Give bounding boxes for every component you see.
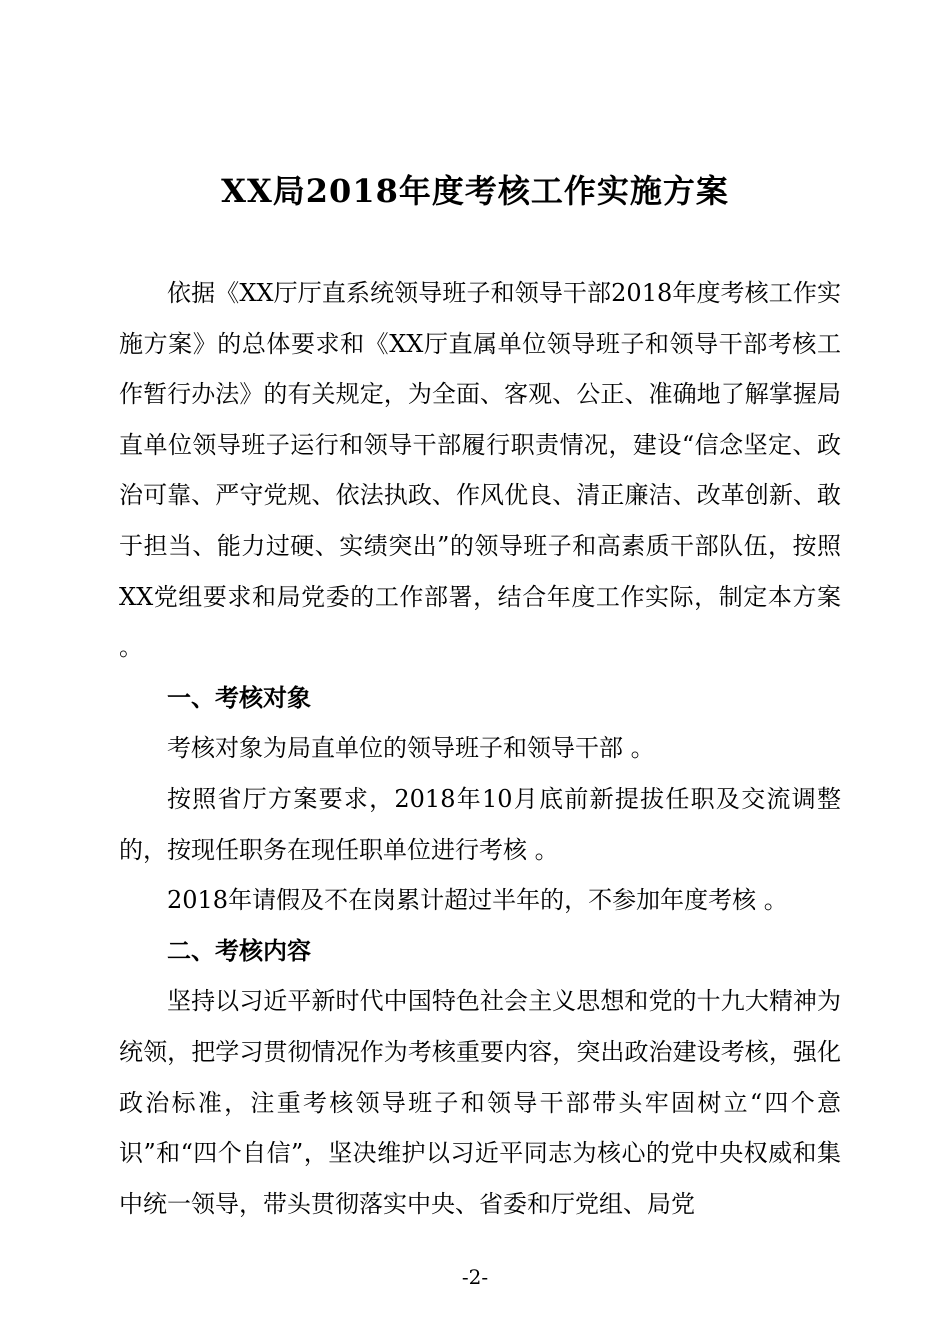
- paragraph-content: 坚持以习近平新时代中国特色社会主义思想和党的十九大精神为统领，把学习贯彻情况作为考核重要内容，突出政治建设考核，强化政治标准，注重考核领导班子和领导干部带头牢固树立“四个意识”和“四个自信”，坚决维护以习近平同志为核心的党中央权威和集中统一领导，带头贯彻落实中央、省委和厅党组、局党: [119, 987, 841, 1218]
- page-number: -2-: [461, 1265, 489, 1289]
- paragraph-newly-appointed: 按照省厅方案要求，2018年10月底前新提拔任职及交流调整的，按现任职务在现任职单位进行考核 。: [119, 784, 841, 864]
- paragraph-leave-exclusion: 2018年请假及不在岗累计超过半年的，不参加年度考核 。: [167, 886, 788, 915]
- document-body: [119, 268, 841, 1229]
- document-title: XX局2018年度考核工作实施方案: [221, 172, 729, 210]
- section-heading-targets: 一、考核对象: [167, 682, 311, 712]
- section-heading-content: 二、考核内容: [167, 935, 311, 965]
- paragraph-targets: 考核对象为局直单位的领导班子和领导干部 。: [167, 734, 655, 763]
- paragraph-intro: 依据《XX厅厅直系统领导班子和领导干部2018年度考核工作实施方案》的总体要求和《XX厅直属单位领导班子和领导干部考核工作暂行办法》的有关规定，为全面、客观、公正、准确地了解掌握局直单位领导班子运行和领导干部履行职责情况，建设“信念坚定、政治可靠、严守党规、依法执政、作风优良、清正廉洁、改革创新、敢于担当、能力过硬、实绩突出”的领导班子和高素质干部队伍，按照XX党组要求和局党委的工作部署，结合年度工作实际，制定本方案 。: [119, 279, 841, 662]
